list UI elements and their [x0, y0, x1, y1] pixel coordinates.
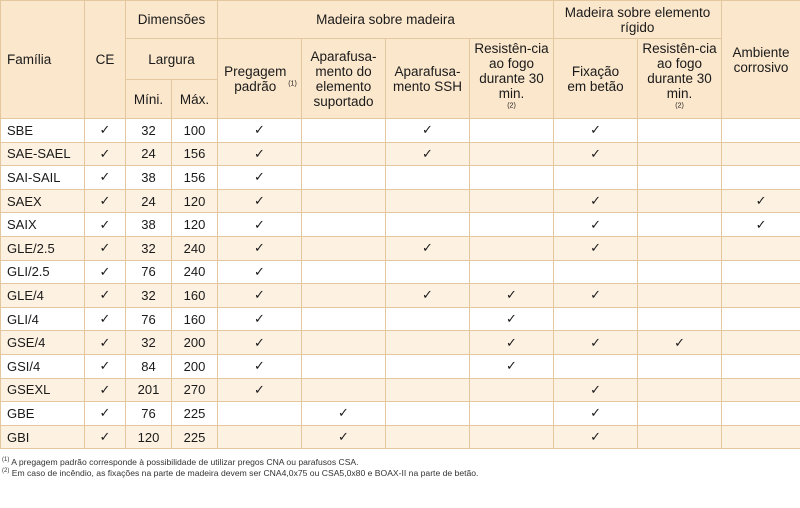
- cell-ce: [85, 307, 126, 331]
- cell-ce: [85, 119, 126, 143]
- resistencia-fogo-1-text: Resistên-cia ao fogo durante 30 min.: [474, 41, 549, 101]
- check-mark-icon: ✓: [99, 429, 111, 445]
- cell-fixacao-betao: [554, 166, 638, 190]
- check-mark-icon: ✓: [338, 405, 349, 421]
- cell-familia: GSEXL: [1, 378, 85, 402]
- check-mark-icon: ✓: [254, 287, 265, 303]
- check-mark-icon: ✓: [590, 334, 601, 350]
- cell-largura-max: 156: [172, 166, 218, 190]
- cell-resistencia-fogo-1: [470, 260, 554, 284]
- cell-aparafusamento-ssh: [386, 354, 470, 378]
- cell-ce: [85, 378, 126, 402]
- cell-fixacao-betao: [554, 119, 638, 143]
- cell-resistencia-fogo-2: [638, 354, 722, 378]
- cell-resistencia-fogo-2: [638, 331, 722, 355]
- table-body: [1, 119, 800, 449]
- cell-ambiente-corrosivo: [722, 307, 800, 331]
- cell-ambiente-corrosivo: [722, 284, 800, 308]
- table-row: [1, 307, 800, 331]
- cell-pregagem: [218, 307, 302, 331]
- check-mark-icon: ✓: [506, 287, 517, 303]
- cell-aparafusamento-suportado: [302, 354, 386, 378]
- check-mark-icon: ✓: [590, 429, 601, 445]
- cell-fixacao-betao: [554, 260, 638, 284]
- cell-ce: [85, 213, 126, 237]
- cell-fixacao-betao: [554, 142, 638, 166]
- table-row: [1, 378, 800, 402]
- cell-ambiente-corrosivo: [722, 236, 800, 260]
- table-row: [1, 166, 800, 190]
- cell-familia: SAI-SAIL: [1, 166, 85, 190]
- cell-aparafusamento-suportado: [302, 307, 386, 331]
- cell-pregagem: [218, 166, 302, 190]
- check-mark-icon: ✓: [590, 381, 601, 397]
- cell-largura-max: 156: [172, 142, 218, 166]
- cell-largura-max: 240: [172, 236, 218, 260]
- cell-aparafusamento-ssh: [386, 378, 470, 402]
- cell-largura-mini: 120: [126, 425, 172, 449]
- cell-aparafusamento-suportado: [302, 284, 386, 308]
- cell-aparafusamento-suportado: [302, 166, 386, 190]
- check-mark-icon: ✓: [254, 216, 265, 232]
- check-mark-icon: ✓: [590, 216, 601, 232]
- cell-aparafusamento-suportado: [302, 378, 386, 402]
- cell-largura-mini: 76: [126, 260, 172, 284]
- cell-aparafusamento-suportado: [302, 402, 386, 426]
- resistencia-fogo-2-text: Resistên-cia ao fogo durante 30 min.: [642, 41, 717, 101]
- check-mark-icon: ✓: [99, 334, 111, 350]
- cell-aparafusamento-ssh: [386, 189, 470, 213]
- check-mark-icon: ✓: [506, 358, 517, 374]
- check-mark-icon: ✓: [506, 311, 517, 327]
- cell-aparafusamento-ssh: [386, 307, 470, 331]
- table-row: [1, 284, 800, 308]
- cell-pregagem: [218, 142, 302, 166]
- table-row: [1, 119, 800, 143]
- header-aparafusamento-ssh: [386, 39, 470, 119]
- footnotes: [0, 449, 800, 479]
- check-mark-icon: ✓: [755, 193, 767, 209]
- check-mark-icon: ✓: [254, 193, 265, 209]
- footnote-2-marker: (2): [2, 468, 10, 475]
- cell-ambiente-corrosivo: [722, 166, 800, 190]
- cell-aparafusamento-suportado: [302, 260, 386, 284]
- cell-ambiente-corrosivo: [722, 189, 800, 213]
- cell-familia: SAE-SAEL: [1, 142, 85, 166]
- cell-fixacao-betao: [554, 378, 638, 402]
- cell-ce: [85, 402, 126, 426]
- cell-largura-mini: 201: [126, 378, 172, 402]
- check-mark-icon: ✓: [99, 381, 111, 397]
- cell-ambiente-corrosivo: [722, 331, 800, 355]
- table-row: [1, 189, 800, 213]
- header-resistencia-fogo-2: [638, 39, 722, 119]
- cell-ce: [85, 166, 126, 190]
- check-mark-icon: ✓: [422, 287, 433, 303]
- check-mark-icon: ✓: [338, 429, 349, 445]
- cell-aparafusamento-ssh: [386, 331, 470, 355]
- cell-aparafusamento-ssh: [386, 142, 470, 166]
- cell-fixacao-betao: [554, 189, 638, 213]
- cell-largura-mini: 32: [126, 284, 172, 308]
- cell-resistencia-fogo-1: [470, 378, 554, 402]
- cell-resistencia-fogo-1: [470, 213, 554, 237]
- footnote-2-text: Em caso de incêndio, as fixações na parte de madeira devem ser CNA4,0x75 ou CSA5,0x80 e BOAX-II na parte de betão.: [9, 468, 479, 479]
- cell-familia: SAIX: [1, 213, 85, 237]
- cell-resistencia-fogo-2: [638, 189, 722, 213]
- cell-pregagem: [218, 284, 302, 308]
- cell-largura-mini: 24: [126, 189, 172, 213]
- cell-pregagem: [218, 213, 302, 237]
- cell-ce: [85, 260, 126, 284]
- cell-resistencia-fogo-1: [470, 189, 554, 213]
- cell-pregagem: [218, 402, 302, 426]
- header-largura: Largura: [126, 39, 218, 80]
- cell-aparafusamento-ssh: [386, 260, 470, 284]
- cell-fixacao-betao: [554, 284, 638, 308]
- table-header: [1, 1, 800, 119]
- check-mark-icon: ✓: [506, 334, 517, 350]
- ambiente-corrosivo-text: Ambiente corrosivo: [732, 44, 790, 75]
- cell-fixacao-betao: [554, 236, 638, 260]
- cell-ambiente-corrosivo: [722, 378, 800, 402]
- header-familia: Família: [1, 1, 85, 119]
- cell-familia: GLI/2.5: [1, 260, 85, 284]
- table-row: [1, 354, 800, 378]
- cell-largura-max: 120: [172, 213, 218, 237]
- check-mark-icon: ✓: [590, 287, 601, 303]
- check-mark-icon: ✓: [254, 145, 265, 161]
- check-mark-icon: ✓: [99, 169, 111, 185]
- cell-fixacao-betao: [554, 402, 638, 426]
- cell-familia: GLE/2.5: [1, 236, 85, 260]
- cell-resistencia-fogo-1: [470, 354, 554, 378]
- check-mark-icon: ✓: [254, 263, 265, 279]
- cell-largura-mini: 32: [126, 119, 172, 143]
- cell-familia: SBE: [1, 119, 85, 143]
- aparafusamento-ssh-text: Aparafusa-mento SSH: [392, 63, 463, 94]
- cell-pregagem: [218, 236, 302, 260]
- cell-aparafusamento-suportado: [302, 213, 386, 237]
- cell-aparafusamento-suportado: [302, 331, 386, 355]
- header-dimensoes: Dimensões: [126, 1, 218, 39]
- table-row: [1, 142, 800, 166]
- table-row: [1, 402, 800, 426]
- cell-aparafusamento-suportado: [302, 119, 386, 143]
- check-mark-icon: ✓: [590, 405, 601, 421]
- check-mark-icon: ✓: [422, 122, 433, 138]
- cell-largura-max: 270: [172, 378, 218, 402]
- header-max: Máx.: [172, 80, 218, 119]
- cell-pregagem: [218, 354, 302, 378]
- cell-resistencia-fogo-2: [638, 378, 722, 402]
- check-mark-icon: ✓: [254, 122, 265, 138]
- check-mark-icon: ✓: [254, 311, 265, 327]
- check-mark-icon: ✓: [590, 193, 601, 209]
- cell-largura-max: 225: [172, 425, 218, 449]
- cell-resistencia-fogo-1: [470, 166, 554, 190]
- header-madeira-sobre-madeira: Madeira sobre madeira: [218, 1, 554, 39]
- cell-largura-mini: 76: [126, 402, 172, 426]
- header-resistencia-fogo-1: [470, 39, 554, 119]
- header-madeira-sobre-rigido: Madeira sobre elemento rígido: [554, 1, 722, 39]
- cell-resistencia-fogo-1: [470, 236, 554, 260]
- cell-ambiente-corrosivo: [722, 260, 800, 284]
- cell-largura-max: 225: [172, 402, 218, 426]
- check-mark-icon: ✓: [99, 122, 111, 138]
- cell-largura-max: 100: [172, 119, 218, 143]
- cell-largura-mini: 32: [126, 236, 172, 260]
- table-row: [1, 331, 800, 355]
- footnote-1-marker: (1): [2, 457, 10, 464]
- cell-aparafusamento-ssh: [386, 119, 470, 143]
- cell-resistencia-fogo-2: [638, 213, 722, 237]
- cell-fixacao-betao: [554, 307, 638, 331]
- cell-largura-max: 240: [172, 260, 218, 284]
- resistencia-fogo-2-note: (2): [675, 102, 684, 110]
- cell-fixacao-betao: [554, 425, 638, 449]
- cell-largura-max: 160: [172, 284, 218, 308]
- check-mark-icon: ✓: [254, 169, 265, 185]
- cell-ambiente-corrosivo: [722, 119, 800, 143]
- cell-resistencia-fogo-1: [470, 142, 554, 166]
- cell-ce: [85, 189, 126, 213]
- cell-largura-max: 200: [172, 354, 218, 378]
- cell-ce: [85, 142, 126, 166]
- header-ambiente-corrosivo: [722, 1, 800, 119]
- check-mark-icon: ✓: [254, 358, 265, 374]
- cell-pregagem: [218, 119, 302, 143]
- cell-resistencia-fogo-2: [638, 260, 722, 284]
- cell-ambiente-corrosivo: [722, 213, 800, 237]
- check-mark-icon: ✓: [590, 122, 601, 138]
- check-mark-icon: ✓: [254, 381, 265, 397]
- cell-aparafusamento-suportado: [302, 189, 386, 213]
- cell-largura-mini: 38: [126, 166, 172, 190]
- cell-familia: GLE/4: [1, 284, 85, 308]
- check-mark-icon: ✓: [422, 240, 433, 256]
- check-mark-icon: ✓: [99, 287, 111, 303]
- cell-resistencia-fogo-2: [638, 402, 722, 426]
- check-mark-icon: ✓: [590, 240, 601, 256]
- fixacao-betao-text: Fixação em betão: [567, 63, 624, 94]
- cell-pregagem: [218, 260, 302, 284]
- check-mark-icon: ✓: [99, 216, 111, 232]
- cell-pregagem: [218, 378, 302, 402]
- cell-aparafusamento-suportado: [302, 236, 386, 260]
- cell-ce: [85, 354, 126, 378]
- cell-ambiente-corrosivo: [722, 425, 800, 449]
- cell-aparafusamento-ssh: [386, 284, 470, 308]
- check-mark-icon: ✓: [674, 334, 685, 350]
- cell-largura-mini: 38: [126, 213, 172, 237]
- check-mark-icon: ✓: [99, 145, 111, 161]
- cell-largura-max: 200: [172, 331, 218, 355]
- check-mark-icon: ✓: [99, 358, 111, 374]
- check-mark-icon: ✓: [590, 145, 601, 161]
- cell-ce: [85, 284, 126, 308]
- table-row: [1, 213, 800, 237]
- cell-resistencia-fogo-1: [470, 425, 554, 449]
- cell-fixacao-betao: [554, 331, 638, 355]
- cell-resistencia-fogo-1: [470, 402, 554, 426]
- pregagem-note: (1): [288, 80, 297, 87]
- cell-resistencia-fogo-2: [638, 142, 722, 166]
- cell-familia: GBI: [1, 425, 85, 449]
- cell-resistencia-fogo-1: [470, 331, 554, 355]
- cell-resistencia-fogo-1: [470, 119, 554, 143]
- cell-largura-max: 120: [172, 189, 218, 213]
- check-mark-icon: ✓: [422, 145, 433, 161]
- cell-aparafusamento-suportado: [302, 142, 386, 166]
- check-mark-icon: ✓: [99, 405, 111, 421]
- cell-pregagem: [218, 425, 302, 449]
- cell-familia: SAEX: [1, 189, 85, 213]
- table-row: [1, 236, 800, 260]
- header-mini: Míni.: [126, 80, 172, 119]
- footnote-2: [2, 468, 800, 479]
- cell-aparafusamento-ssh: [386, 425, 470, 449]
- header-fixacao-betao: [554, 39, 638, 119]
- check-mark-icon: ✓: [99, 263, 111, 279]
- footnote-1: [2, 457, 800, 468]
- aparafusamento-suportado-text: Aparafusa-mento do elemento suportado: [310, 48, 377, 109]
- check-mark-icon: ✓: [99, 240, 111, 256]
- cell-resistencia-fogo-1: [470, 307, 554, 331]
- table-row: [1, 260, 800, 284]
- cell-largura-max: 160: [172, 307, 218, 331]
- cell-largura-mini: 32: [126, 331, 172, 355]
- cell-ce: [85, 425, 126, 449]
- cell-aparafusamento-ssh: [386, 213, 470, 237]
- cell-largura-mini: 76: [126, 307, 172, 331]
- header-aparafusamento-suportado: [302, 39, 386, 119]
- cell-resistencia-fogo-2: [638, 307, 722, 331]
- cell-largura-mini: 84: [126, 354, 172, 378]
- footnote-1-text: A pregagem padrão corresponde à possibilidade de utilizar pregos CNA ou parafusos CSA.: [9, 457, 359, 468]
- cell-ambiente-corrosivo: [722, 142, 800, 166]
- cell-ce: [85, 331, 126, 355]
- cell-familia: GBE: [1, 402, 85, 426]
- check-mark-icon: ✓: [254, 240, 265, 256]
- cell-largura-mini: 24: [126, 142, 172, 166]
- header-pregagem: [218, 39, 302, 119]
- check-mark-icon: ✓: [755, 216, 767, 232]
- cell-resistencia-fogo-2: [638, 236, 722, 260]
- cell-aparafusamento-ssh: [386, 402, 470, 426]
- table-row: [1, 425, 800, 449]
- cell-familia: GLI/4: [1, 307, 85, 331]
- resistencia-fogo-1-note: (2): [507, 102, 516, 110]
- cell-ce: [85, 236, 126, 260]
- cell-familia: GSE/4: [1, 331, 85, 355]
- cell-ambiente-corrosivo: [722, 354, 800, 378]
- cell-pregagem: [218, 189, 302, 213]
- cell-ambiente-corrosivo: [722, 402, 800, 426]
- cell-resistencia-fogo-2: [638, 166, 722, 190]
- check-mark-icon: ✓: [254, 334, 265, 350]
- cell-resistencia-fogo-2: [638, 119, 722, 143]
- cell-familia: GSI/4: [1, 354, 85, 378]
- cell-fixacao-betao: [554, 213, 638, 237]
- cell-resistencia-fogo-2: [638, 284, 722, 308]
- cell-resistencia-fogo-1: [470, 284, 554, 308]
- check-mark-icon: ✓: [99, 193, 111, 209]
- cell-pregagem: [218, 331, 302, 355]
- cell-aparafusamento-suportado: [302, 425, 386, 449]
- pregagem-text: Pregagem padrão: [224, 63, 287, 94]
- cell-fixacao-betao: [554, 354, 638, 378]
- cell-aparafusamento-ssh: [386, 236, 470, 260]
- header-ce: CE: [85, 1, 126, 119]
- check-mark-icon: ✓: [99, 311, 111, 327]
- cell-resistencia-fogo-2: [638, 425, 722, 449]
- cell-aparafusamento-ssh: [386, 166, 470, 190]
